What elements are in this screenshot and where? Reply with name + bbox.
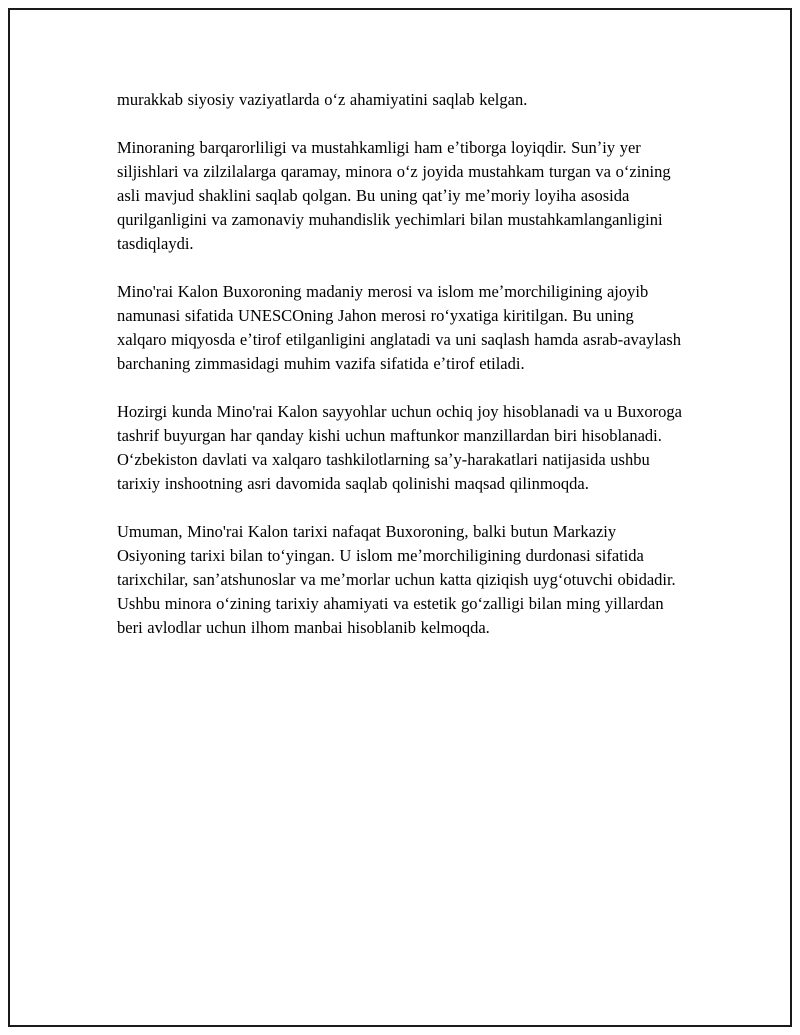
paragraph: Mino'rai Kalon Buxoroning madaniy merosi va islom meʼmorchiligining ajoyib namunasi sifatida UNESCOning Jahon merosi roʻyxatiga kiritilgan. Bu uning xalqaro miqyosda eʼtirof etilganligini anglatadi va uni saqlash hamda asrab-avaylash barchaning zimmasidagi muhim vazifa sifatida eʼtirof etiladi. [117,282,681,373]
paragraph: Umuman, Mino'rai Kalon tarixi nafaqat Buxoroning, balki butun Markaziy Osiyoning tarixi bilan toʻyingan. U islom meʼmorchiligining durdonasi sifatida tarixchilar, sanʼatshunoslar va meʼmorlar uchun katta qiziqish uygʻotuvchi obidadir. Ushbu minora oʻzining tarixiy ahamiyati va estetik goʻzalligi bilan ming yillardan beri avlodlar uchun ilhom manbai hisoblanib kelmoqda. [117,522,676,637]
paragraph: murakkab siyosiy vaziyatlarda oʻz ahamiyatini saqlab kelgan. [117,90,528,109]
paragraph: Hozirgi kunda Mino'rai Kalon sayyohlar uchun ochiq joy hisoblanadi va u Buxoroga tashrif buyurgan har qanday kishi uchun maftunkor manzillardan biri hisoblanadi. Oʻzbekiston davlati va xalqaro tashkilotlarning saʼy-harakatlari natijasida ushbu tarixiy inshootning asri davomida saqlab qolinishi maqsad qilinmoqda. [117,402,682,493]
paragraph: Minoraning barqarorliligi va mustahkamligi ham eʼtiborga loyiqdir. Sunʼiy yer siljishlari va zilzilalarga qaramay, minora oʻz joyida mustahkam turgan va oʻzining asli mavjud shaklini saqlab qolgan. Bu uning qatʼiy meʼmoriy loyiha asosida qurilganligini va zamonaviy muhandislik yechimlari bilan mustahkamlanganligini tasdiqlaydi. [117,138,671,253]
